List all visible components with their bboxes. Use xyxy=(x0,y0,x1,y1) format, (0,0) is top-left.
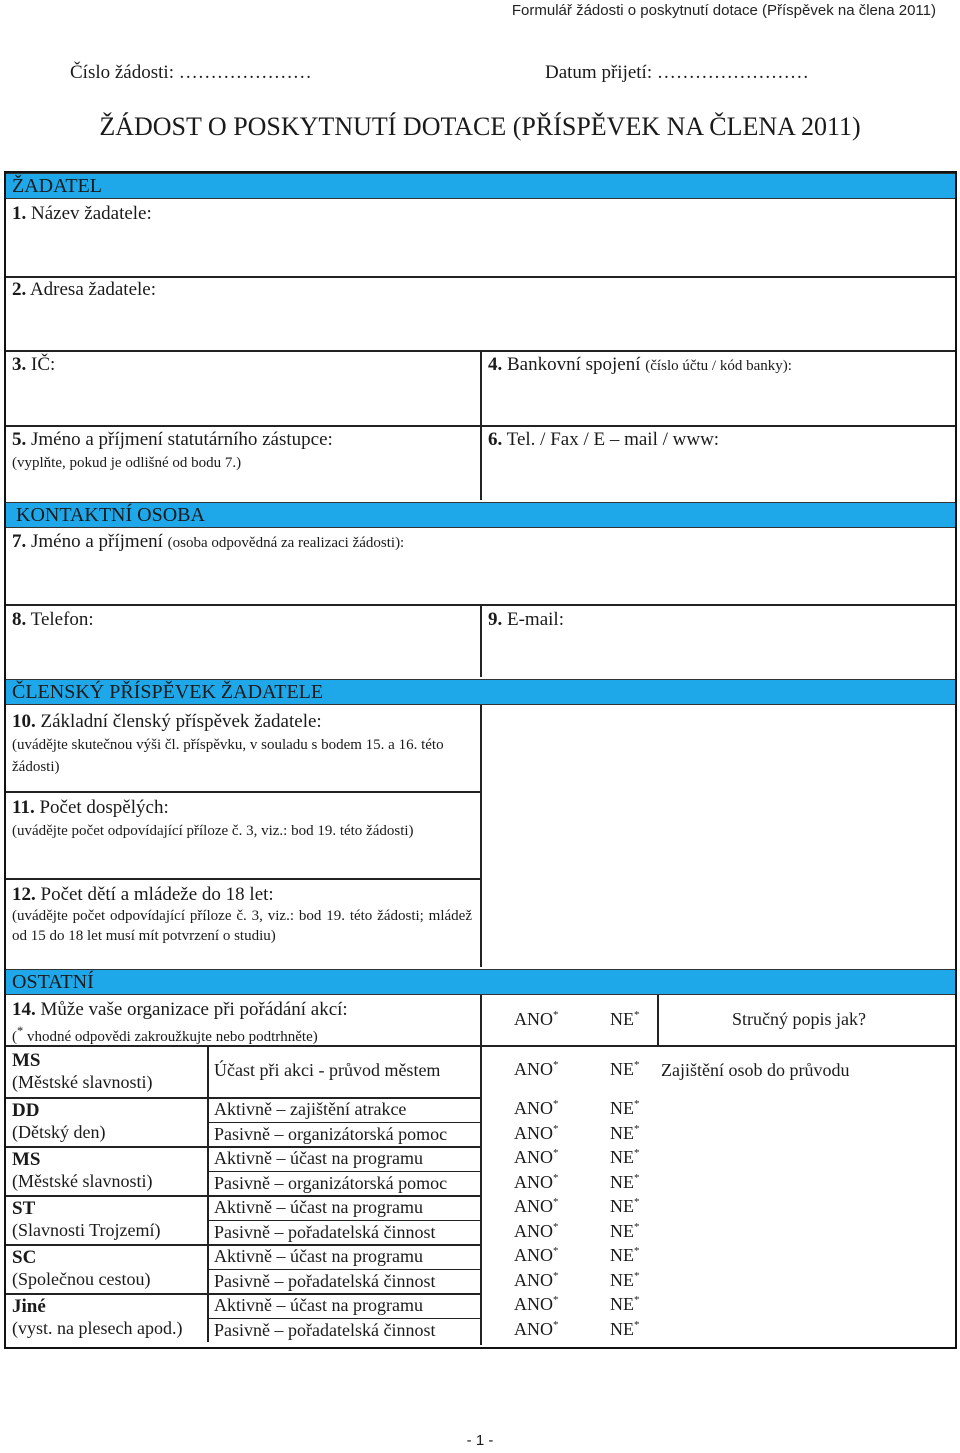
application-form xyxy=(4,171,957,1349)
running-header: Formulář žádosti o poskytnutí dotace (Příspěvek na člena 2011) xyxy=(511,2,936,19)
answer-no[interactable]: NE* xyxy=(610,1196,640,1216)
event-name: (Městské slavnosti) xyxy=(12,1072,153,1092)
answer-yes[interactable]: ANO* xyxy=(514,1171,559,1192)
field-contact-phone[interactable]: 8. Telefon: xyxy=(12,609,94,630)
request-number: Číslo žádosti: ………………… xyxy=(70,62,312,83)
event-code: SC xyxy=(12,1247,37,1268)
answer-yes[interactable]: ANO* xyxy=(514,1196,559,1216)
field-tel-fax-email[interactable]: 6. Tel. / Fax / E – mail / www: xyxy=(488,429,720,450)
field-applicant-name[interactable]: 1. Název žadatele: xyxy=(12,203,152,224)
section-applicant: ŽADATEL xyxy=(6,173,955,199)
answer-yes[interactable]: ANO* xyxy=(514,1318,559,1339)
event-divider xyxy=(207,1195,209,1244)
received-date: Datum přijetí: …………………… xyxy=(545,62,809,83)
field-children-count[interactable]: 12. Počet dětí a mládeže do 18 let: (uvádějte počet odpovídající příloze č. 3, viz.: bod 19. této žádosti; mládež od 15 do 18 let musí mít potvrzení o studiu) xyxy=(12,884,472,944)
answer-yes[interactable]: ANO* xyxy=(514,1245,559,1265)
field-contact-name[interactable]: 7. Jméno a příjmení (osoba odpovědná za realizaci žádosti): xyxy=(12,531,405,552)
event-name: (Společnou cestou) xyxy=(12,1269,151,1289)
section-contact: KONTAKTNÍ OSOBA xyxy=(6,502,955,528)
event-activity: Aktivně – účast na programu xyxy=(214,1197,423,1217)
event-divider xyxy=(207,1244,209,1293)
answer-no[interactable]: NE* xyxy=(610,1147,640,1167)
page-title: ŽÁDOST O POSKYTNUTÍ DOTACE (PŘÍSPĚVEK NA ČLENA 2011) xyxy=(99,112,861,141)
answer-no[interactable]: NE* xyxy=(610,1294,640,1314)
event-code: Jiné xyxy=(12,1296,46,1317)
answer-no[interactable]: NE* xyxy=(610,1171,640,1192)
event-divider xyxy=(207,1097,209,1146)
event-divider xyxy=(207,1293,209,1342)
event-activity: Pasivně – pořadatelská činnost xyxy=(214,1221,436,1242)
event-code: MS xyxy=(12,1050,41,1071)
event-description: Zajištění osob do průvodu xyxy=(661,1060,850,1080)
event-code: DD xyxy=(12,1100,40,1121)
event-activity: Aktivně – zajištění atrakce xyxy=(214,1099,407,1119)
section-membership-fee: ČLENSKÝ PŘÍSPĚVEK ŽADATELE xyxy=(6,679,955,705)
q14-yes[interactable]: ANO* xyxy=(514,1009,559,1029)
page-number: - 1 - xyxy=(466,1432,494,1449)
answer-no[interactable]: NE* xyxy=(610,1059,640,1079)
event-activity: Aktivně – účast na programu xyxy=(214,1246,423,1266)
event-divider xyxy=(207,1146,209,1195)
event-activity: Účast při akci - průvod městem xyxy=(214,1060,441,1080)
event-name: (vyst. na plesech apod.) xyxy=(12,1318,183,1338)
field-adults-count[interactable]: 11. Počet dospělých: (uvádějte počet odpovídající příloze č. 3, viz.: bod 19. této žádosti) xyxy=(12,797,414,839)
field-applicant-address[interactable]: 2. Adresa žadatele: xyxy=(12,279,157,300)
answer-yes[interactable]: ANO* xyxy=(514,1122,559,1143)
section-other: OSTATNÍ xyxy=(6,969,955,995)
field-basic-fee[interactable]: 10. Základní členský příspěvek žadatele: (uvádějte skutečnou výši čl. příspěvku, v souladu s bodem 15. a 16. této žádosti) xyxy=(12,711,444,775)
field-representative[interactable]: 5. Jméno a příjmení statutárního zástupce: (vyplňte, pokud je odlišné od bodu 7.) xyxy=(12,429,333,471)
field-ic[interactable]: 3. IČ: xyxy=(12,354,56,375)
event-activity: Pasivně – pořadatelská činnost xyxy=(214,1270,436,1291)
answer-no[interactable]: NE* xyxy=(610,1098,640,1118)
event-code: MS xyxy=(12,1149,41,1170)
event-activity: Pasivně – organizátorská pomoc xyxy=(214,1172,448,1193)
answer-yes[interactable]: ANO* xyxy=(514,1269,559,1290)
answer-no[interactable]: NE* xyxy=(610,1245,640,1265)
event-divider xyxy=(207,1047,209,1097)
answer-no[interactable]: NE* xyxy=(610,1318,640,1339)
answer-yes[interactable]: ANO* xyxy=(514,1147,559,1167)
event-activity: Aktivně – účast na programu xyxy=(214,1295,423,1315)
answer-yes[interactable]: ANO* xyxy=(514,1220,559,1241)
desc-header: Stručný popis jak? xyxy=(732,1009,866,1029)
event-code: ST xyxy=(12,1198,36,1219)
event-name: (Městské slavnosti) xyxy=(12,1171,153,1191)
answer-no[interactable]: NE* xyxy=(610,1220,640,1241)
field-bank[interactable]: 4. Bankovní spojení (číslo účtu / kód banky): xyxy=(488,354,792,375)
answer-no[interactable]: NE* xyxy=(610,1122,640,1143)
event-name: (Dětský den) xyxy=(12,1122,106,1142)
event-activity: Aktivně – účast na programu xyxy=(214,1148,423,1168)
field-contact-email[interactable]: 9. E-mail: xyxy=(488,609,564,630)
event-activity: Pasivně – pořadatelská činnost xyxy=(214,1319,436,1340)
q14-no[interactable]: NE* xyxy=(610,1009,640,1029)
answer-yes[interactable]: ANO* xyxy=(514,1294,559,1314)
answer-no[interactable]: NE* xyxy=(610,1269,640,1290)
event-activity: Pasivně – organizátorská pomoc xyxy=(214,1123,448,1144)
question-14: 14. Může vaše organizace při pořádání akcí: (* vhodné odpovědi zakroužkujte nebo podtrhněte) xyxy=(12,999,348,1045)
event-name: (Slavnosti Trojzemí) xyxy=(12,1220,161,1240)
answer-yes[interactable]: ANO* xyxy=(514,1098,559,1118)
answer-yes[interactable]: ANO* xyxy=(514,1059,559,1079)
